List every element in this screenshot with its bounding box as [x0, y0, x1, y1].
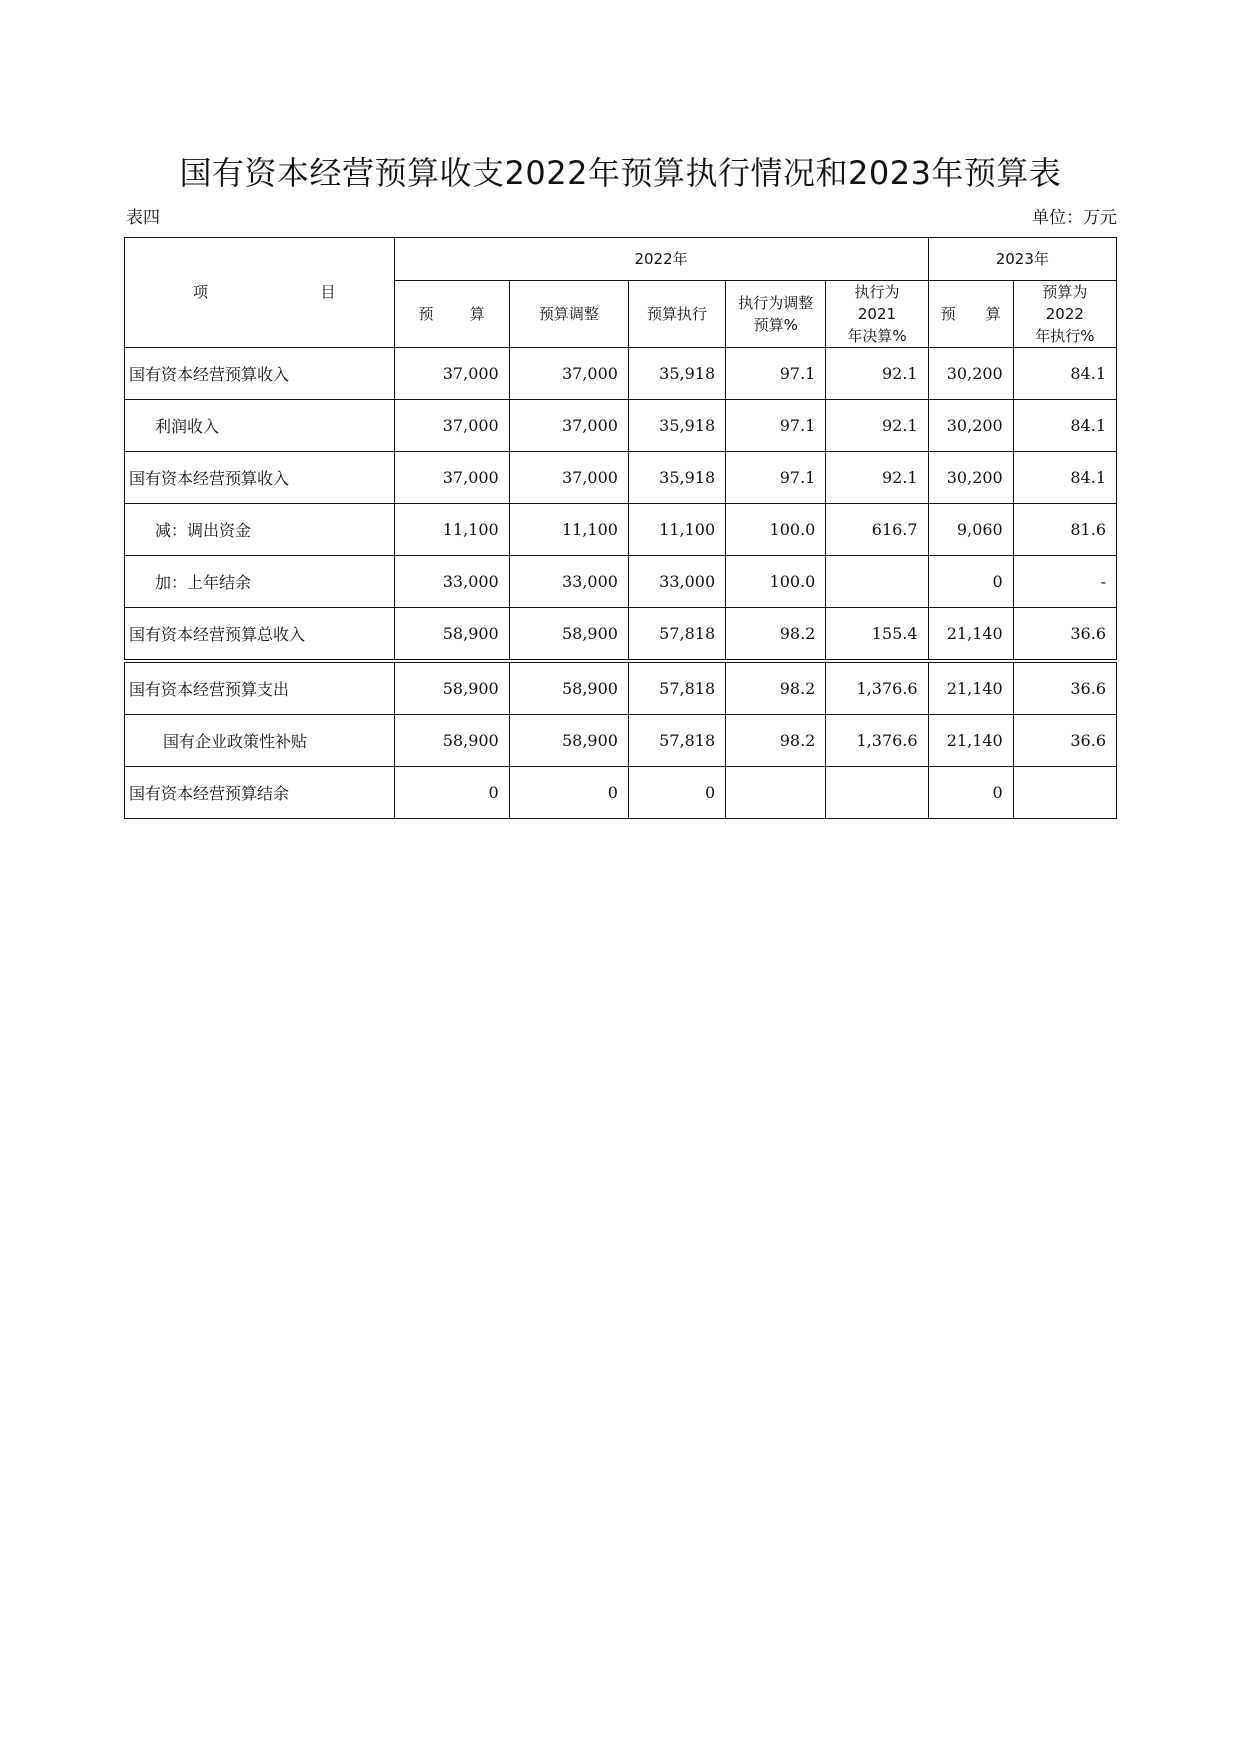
- cell-budget-2023: 0: [928, 767, 1013, 819]
- cell-budget: 58,900: [394, 608, 509, 662]
- cell-budget-2023: 9,060: [928, 504, 1013, 556]
- cell-executed: 57,818: [628, 661, 725, 715]
- cell-pct-2022: 81.6: [1013, 504, 1116, 556]
- cell-pct-adjusted: 97.1: [726, 400, 826, 452]
- pct-2022-header-line1: 预算为2022: [1042, 283, 1088, 323]
- adjusted-header: 预算调整: [509, 281, 628, 348]
- cell-budget: 0: [394, 767, 509, 819]
- cell-adjusted: 11,100: [509, 504, 628, 556]
- unit-label: 单位：万元: [1032, 208, 1117, 228]
- table-row: [125, 348, 1117, 400]
- cell-pct-2022: [1013, 767, 1116, 819]
- row-label: 国有资本经营预算收入: [125, 452, 395, 504]
- cell-adjusted: 37,000: [509, 348, 628, 400]
- row-label: 国有资本经营预算总收入: [125, 608, 395, 662]
- cell-executed: 35,918: [628, 348, 725, 400]
- cell-pct-2021: 92.1: [826, 452, 928, 504]
- cell-pct-2022: 84.1: [1013, 400, 1116, 452]
- cell-adjusted: 58,900: [509, 608, 628, 662]
- pct-2022-header-line2: 年执行%: [1035, 327, 1095, 345]
- cell-executed: 35,918: [628, 452, 725, 504]
- cell-pct-adjusted: [726, 767, 826, 819]
- cell-executed: 57,818: [628, 715, 725, 767]
- budget-header-char-a: 预: [418, 304, 434, 323]
- budget-header-char-b: 算: [469, 304, 485, 323]
- pct-adjusted-header-line2: 预算%: [753, 316, 798, 334]
- cell-pct-2022: -: [1013, 556, 1116, 608]
- cell-adjusted: 58,900: [509, 715, 628, 767]
- cell-pct-adjusted: 98.2: [726, 608, 826, 662]
- pct-2021-header-line2: 年决算%: [847, 327, 907, 345]
- cell-pct-adjusted: 100.0: [726, 504, 826, 556]
- cell-pct-2021: 92.1: [826, 400, 928, 452]
- cell-budget-2023: 21,140: [928, 608, 1013, 662]
- cell-budget-2023: 30,200: [928, 452, 1013, 504]
- page-title: 国有资本经营预算收支2022年预算执行情况和2023年预算表: [179, 154, 1062, 192]
- row-label: 加：上年结余: [125, 556, 395, 608]
- cell-budget: 33,000: [394, 556, 509, 608]
- cell-budget: 11,100: [394, 504, 509, 556]
- year-2022-header: 2022年: [394, 238, 928, 281]
- cell-pct-2022: 84.1: [1013, 452, 1116, 504]
- cell-adjusted: 37,000: [509, 452, 628, 504]
- cell-executed: 35,918: [628, 400, 725, 452]
- cell-pct-2021: [826, 556, 928, 608]
- cell-budget-2023: 30,200: [928, 400, 1013, 452]
- row-label: 国有资本经营预算支出: [125, 661, 395, 715]
- table-row: [125, 452, 1117, 504]
- cell-budget-2023: 21,140: [928, 661, 1013, 715]
- table-row: [125, 556, 1117, 608]
- cell-budget: 58,900: [394, 661, 509, 715]
- cell-executed: 0: [628, 767, 725, 819]
- cell-pct-2021: 155.4: [826, 608, 928, 662]
- cell-budget: 37,000: [394, 452, 509, 504]
- budget-2023-header: [928, 281, 1013, 348]
- table-row: [125, 608, 1117, 662]
- cell-pct-2022: 84.1: [1013, 348, 1116, 400]
- pct-2022-header: [1013, 281, 1116, 348]
- cell-pct-2021: 616.7: [826, 504, 928, 556]
- row-label: 国有资本经营预算结余: [125, 767, 395, 819]
- row-label: 减：调出资金: [125, 504, 395, 556]
- cell-adjusted: 37,000: [509, 400, 628, 452]
- cell-pct-adjusted: 98.2: [726, 661, 826, 715]
- budget-table: [124, 237, 1117, 819]
- cell-pct-2021: 1,376.6: [826, 715, 928, 767]
- cell-adjusted: 58,900: [509, 661, 628, 715]
- header-row-years: [125, 238, 1117, 281]
- cell-adjusted: 33,000: [509, 556, 628, 608]
- cell-adjusted: 0: [509, 767, 628, 819]
- table-row: [125, 767, 1117, 819]
- cell-pct-adjusted: 100.0: [726, 556, 826, 608]
- budget-2022-header: [394, 281, 509, 348]
- row-label: 利润收入: [125, 400, 395, 452]
- cell-pct-adjusted: 97.1: [726, 452, 826, 504]
- pct-adjusted-header-line1: 执行为调整: [738, 294, 814, 312]
- cell-budget-2023: 21,140: [928, 715, 1013, 767]
- cell-budget: 58,900: [394, 715, 509, 767]
- item-header-char-a: 项: [193, 283, 209, 301]
- table-row: [125, 661, 1117, 715]
- cell-pct-2021: 92.1: [826, 348, 928, 400]
- pct-2021-header: [826, 281, 928, 348]
- cell-pct-2022: 36.6: [1013, 715, 1116, 767]
- table-row: [125, 400, 1117, 452]
- budget23-header-char-b: 算: [985, 304, 1001, 323]
- cell-executed: 57,818: [628, 608, 725, 662]
- cell-budget-2023: 0: [928, 556, 1013, 608]
- row-label: 国有资本经营预算收入: [125, 348, 395, 400]
- budget23-header-char-a: 预: [940, 304, 956, 323]
- item-column-header: [125, 238, 395, 348]
- cell-executed: 11,100: [628, 504, 725, 556]
- cell-executed: 33,000: [628, 556, 725, 608]
- pct-2021-header-line1: 执行为2021: [854, 283, 900, 323]
- cell-budget-2023: 30,200: [928, 348, 1013, 400]
- cell-pct-2021: 1,376.6: [826, 661, 928, 715]
- cell-budget: 37,000: [394, 348, 509, 400]
- cell-pct-2022: 36.6: [1013, 661, 1116, 715]
- cell-pct-adjusted: 98.2: [726, 715, 826, 767]
- cell-budget: 37,000: [394, 400, 509, 452]
- item-header-char-b: 目: [320, 283, 336, 301]
- pct-adjusted-header: [726, 281, 826, 348]
- row-label: 国有企业政策性补贴: [125, 715, 395, 767]
- table-row: [125, 715, 1117, 767]
- cell-pct-2022: 36.6: [1013, 608, 1116, 662]
- executed-header: 预算执行: [628, 281, 725, 348]
- table-row: [125, 504, 1117, 556]
- cell-pct-2021: [826, 767, 928, 819]
- table-number: 表四: [126, 208, 160, 228]
- cell-pct-adjusted: 97.1: [726, 348, 826, 400]
- year-2023-header: 2023年: [928, 238, 1116, 281]
